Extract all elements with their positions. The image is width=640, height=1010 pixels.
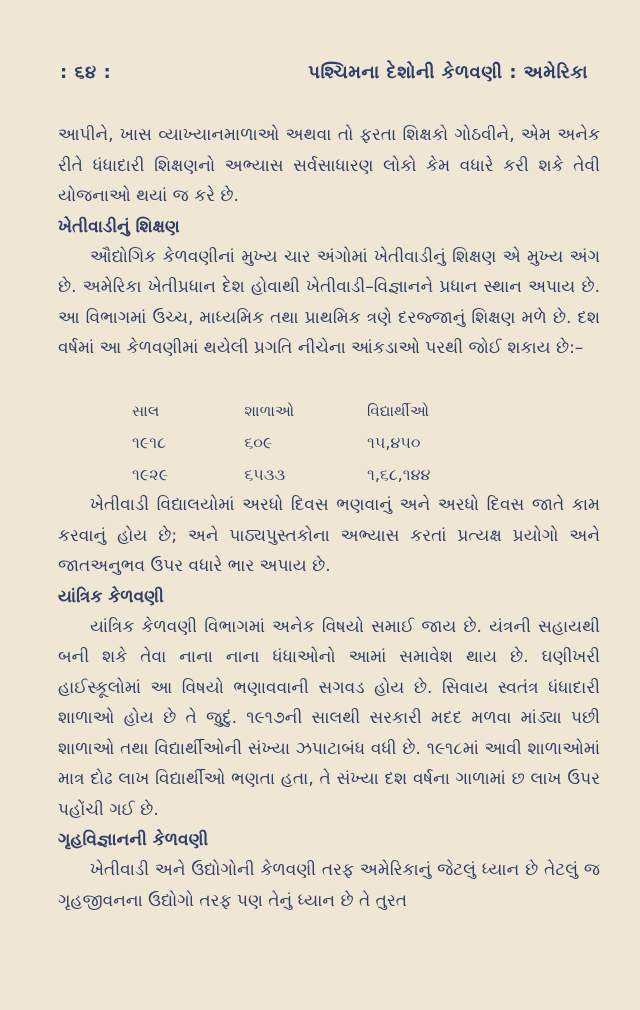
table-header-row [110,395,500,427]
heading-mechanical-education: યાંત્રિક કેળવણી [58,586,164,607]
cell-schools: ૬૦૯ [244,433,273,452]
cell-students: ૧૫,૪૫૦ [366,433,421,452]
page-number: : ૬૪ : [60,62,112,83]
section-top [58,120,600,364]
cell-year: ૧૯૨૯ [132,465,169,484]
table-row [110,427,500,459]
paragraph-agriculture: ઔદ્યોગિક કેળવણીનાં મુખ્ય ચાર અંગોમાં ખેતીવાડીનું શિક્ષણ એ મુખ્ય અંગ છે. અમેરિકા ખેતીપ્રધાન દેશ હોવાથી ખેતીવાડી–વિજ્ઞાનને પ્રધાન સ્થાન અપાય છે. આ વિભાગમાં ઉચ્ચ, માધ્યમિક તથા પ્રાથમિક ત્રણે દરજ્જાનું શિક્ષણ મળે છે. દશ વર્ષમાં આ કેળવણીમાં થયેલી પ્રગતિ નીચેના આંકડાઓ પરથી જોઈ શકાય છે:– [58,246,600,358]
paragraph-continued: આપીને, ખાસ વ્યાખ્યાનમાળાઓ અથવા તો ફરતા શિક્ષકો ગોઠવીને, એમ અનેક રીતે ધંધાદારી શિક્ષણનો અભ્યાસ સર્વસાધારણ લોકો કેમ વધારે કરી શકે તેવી યોજનાઓ થયાં જ કરે છે. [58,125,600,206]
column-header-schools: શાળાઓ [244,402,295,420]
column-header-year: સાલ [132,402,160,420]
running-title: પશ્ચિમના દેશોની કેળવણી : અમેરિકા [308,62,588,83]
column-header-students: વિદ્યાર્થીઓ [366,402,429,420]
heading-agriculture-education: ખેતીવાડીનું શિક્ષણ [58,216,180,237]
running-header [60,62,588,83]
cell-year: ૧૯૧૮ [132,433,166,452]
table-row [110,459,500,491]
paragraph-mechanical: યાંત્રિક કેળવણી વિભાગમાં અનેક વિષયો સમાઈ જાય છે. યંત્રની સહાયથી બની શકે તેવા નાના નાના ધંધાઓનો આમાં સમાવેશ થાય છે. ઘણીખરી હાઈસ્કૂલોમાં આ વિષયો ભણાવવાની સગવડ હોય છે. સિવાય સ્વતંત્ર ધંધાદારી શાળાઓ હોય છે તે જુદું. ૧૯૧૭ની સાલથી સરકારી મદદ મળવા માંડ્યા પછી શાળાઓ તથા વિદ્યાર્થીઓની સંખ્યા ઝપાટાબંધ વધી છે. ૧૯૧૮માં આવી શાળાઓમાં માત્ર દોઢ લાખ વિદ્યાર્થીઓ ભણતા હતા, તે સંખ્યા દશ વર્ષના ગાળામાં છ લાખ ઉપર પહોંચી ગઈ છે. [58,616,600,820]
cell-students: ૧,૬૮,૧૪૪ [366,465,431,484]
cell-schools: ૬૫૩૩ [244,465,286,484]
paragraph-agri-schools: ખેતીવાડી વિદ્યાલયોમાં અરધો દિવસ ભણવાનું અને અરધો દિવસ જાતે કામ કરવાનું હોય છે; અને પાઠ્યપુસ્તકોના અભ્યાસ કરતાં પ્રત્યક્ષ પ્રયોગો અને જાતઅનુભવ ઉપર વધારે ભાર અપાય છે. [58,495,600,576]
paragraph-home-science: ખેતીવાડી અને ઉદ્યોગોની કેળવણી તરફ અમેરિકાનું જેટલું ધ્યાન છે તેટલું જ ગૃહજીવનના ઉદ્યોગો તરફ પણ તેનું ધ્યાન છે તે તુરત [58,860,600,911]
statistics-table [110,395,500,491]
section-bottom [58,490,600,916]
heading-home-science-education: ગૃહવિજ્ઞાનની કેળવણી [58,830,209,850]
